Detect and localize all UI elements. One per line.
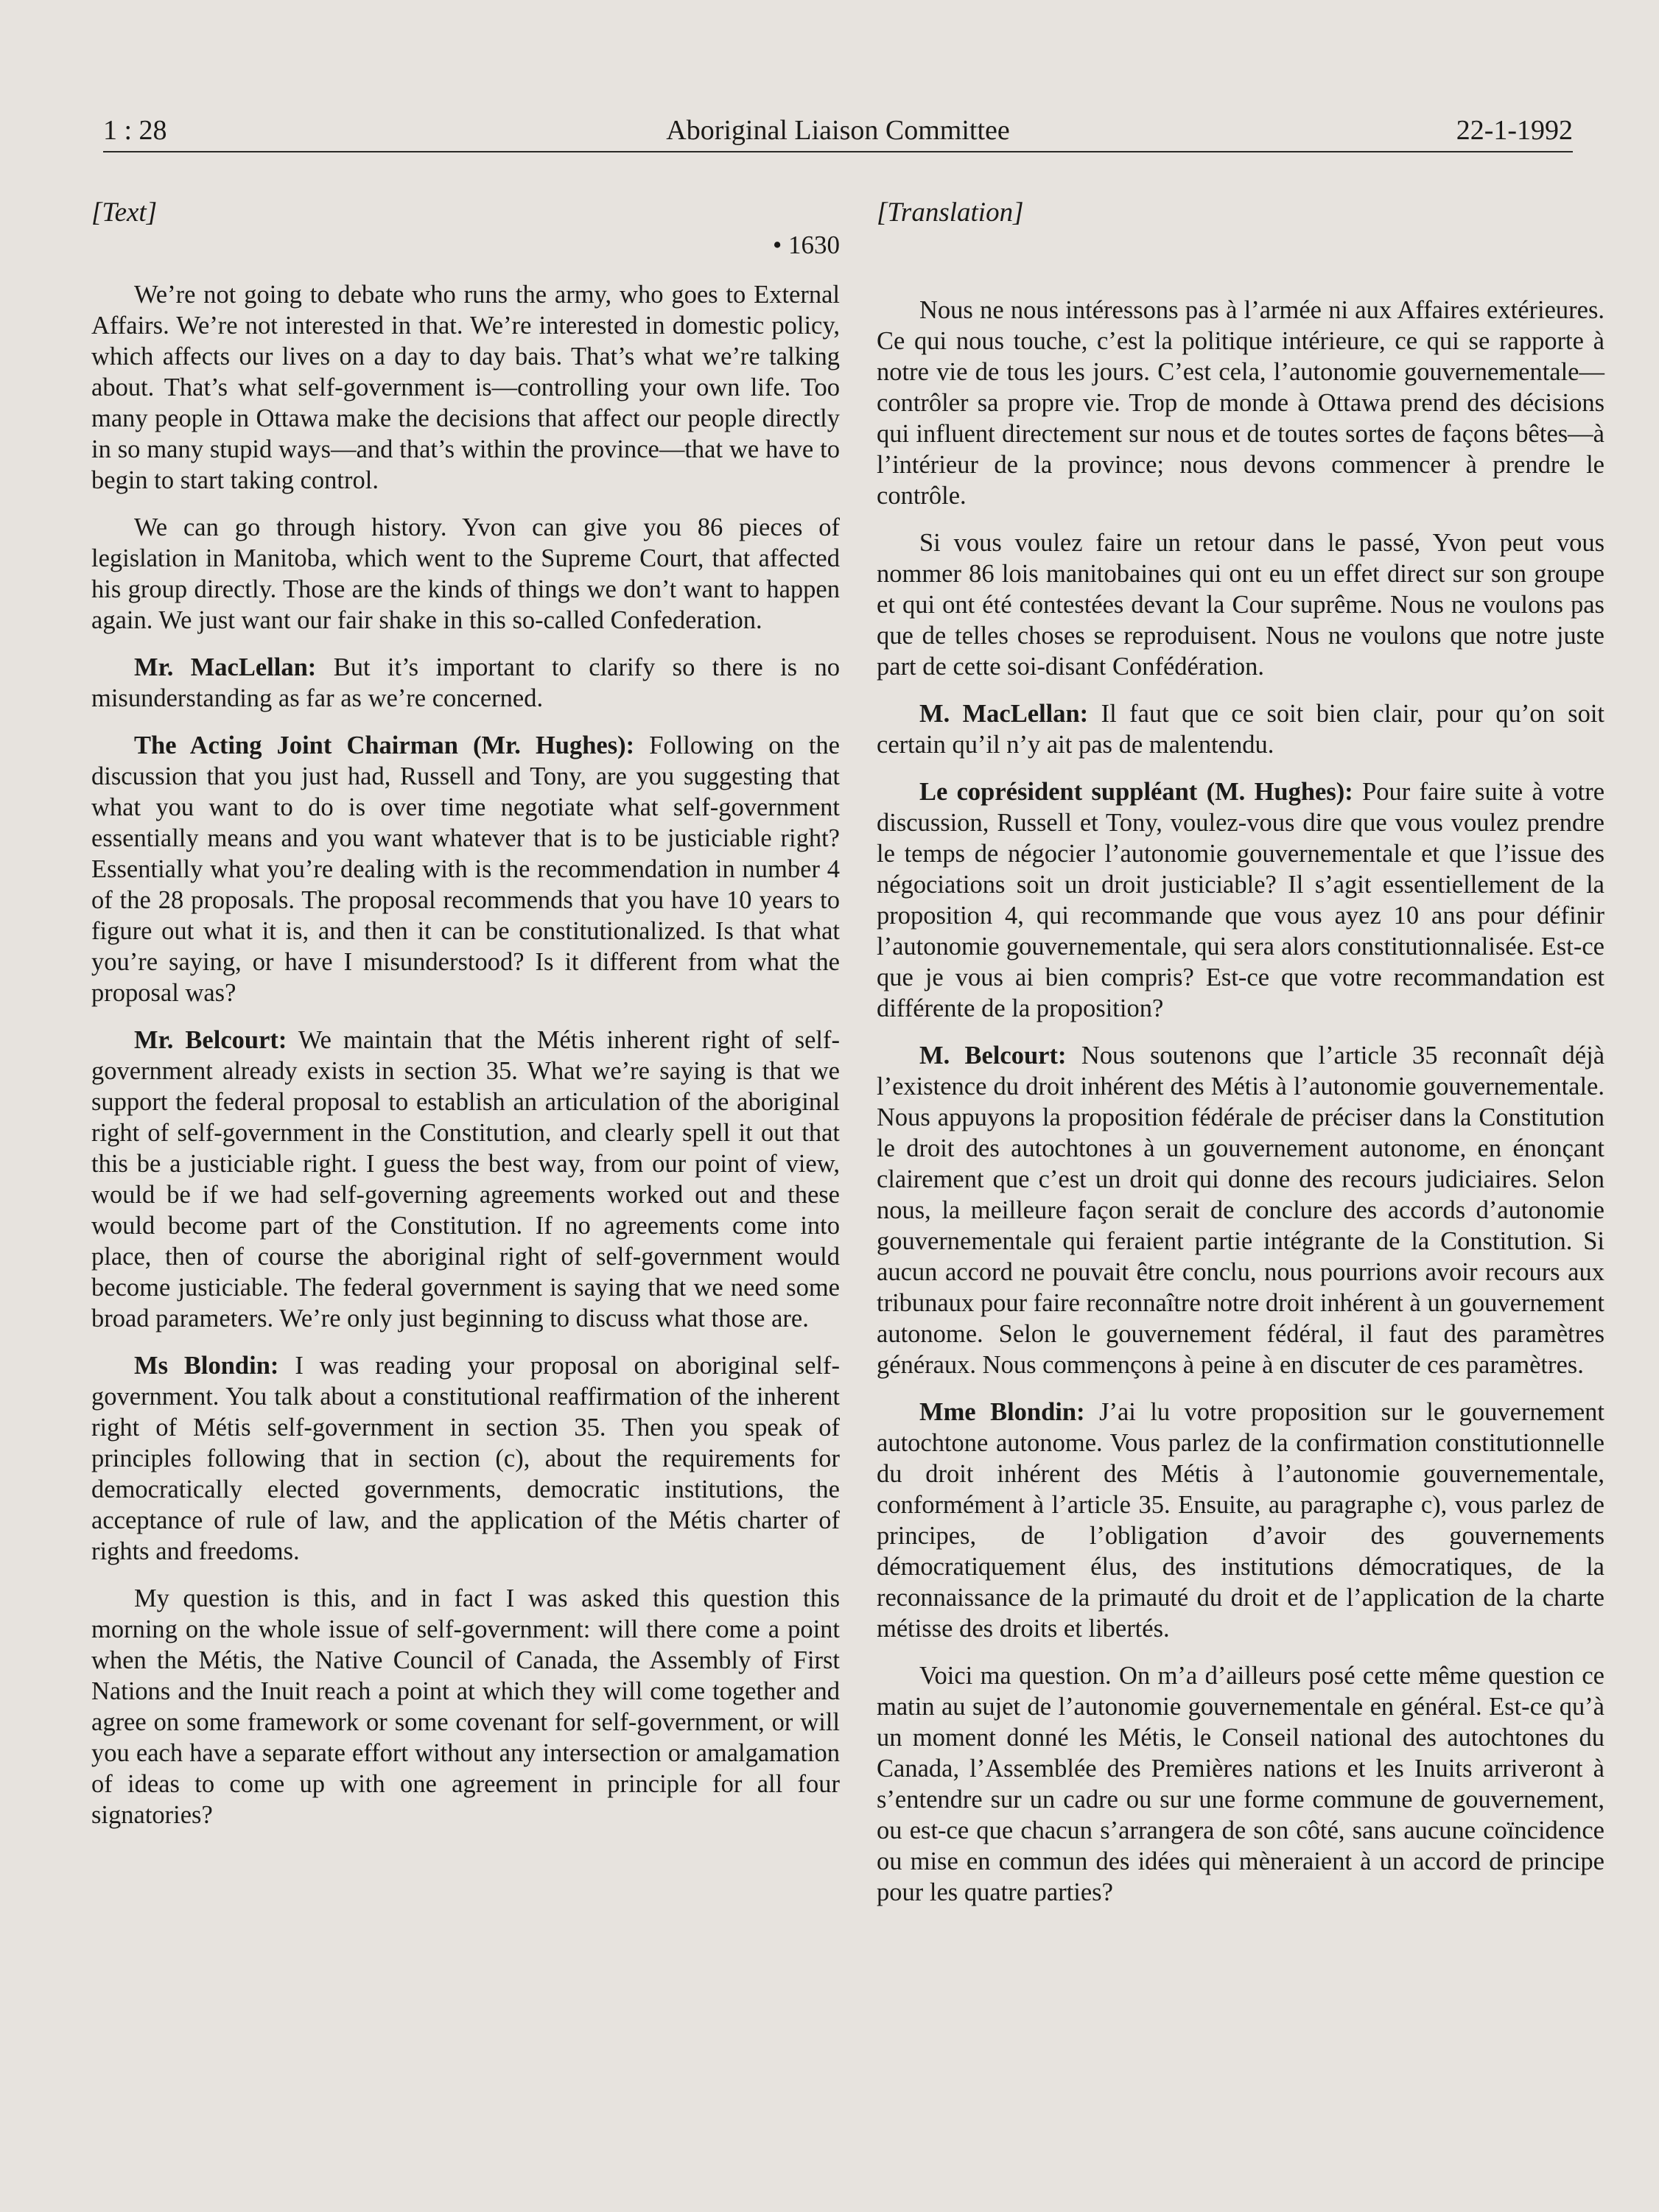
paragraph <box>91 1025 840 1334</box>
paragraph <box>91 1350 840 1567</box>
paragraph-text: We’re not going to debate who runs the army, who goes to External Affairs. We’re not interested in that. We’re interested in domestic policy, which affects our lives on a day to day bais. That’s what we’re talking about. That’s what self-government is—controlling your own life. Too many people in Ottawa make the decisions that affect our people directly in so many stupid ways—and that’s within the province—that we have to begin to start taking control. <box>91 281 840 494</box>
french-column <box>877 197 1604 1924</box>
paragraph <box>877 698 1604 760</box>
paragraph-text: Il faut que ce soit bien clair, pour qu’on soit certain qu’il n’y ait pas de malentendu. <box>877 700 1605 759</box>
paragraph <box>91 1583 840 1830</box>
meeting-date: 22-1-1992 <box>1456 115 1573 146</box>
paragraph-text: Pour faire suite à votre discussion, Russell et Tony, voulez-vous dire que vous voulez prendre le temps de négocier l’autonomie gouvernementale et que l’issue des négociations soit un droit justiciable? Il s’agit essentiellement de la proposition 4, qui recommande que vous ayez 10 ans pour définir l’autonomie gouvernementale, qui sera alors constitutionnalisée. Est-ce que je vous ai bien compris? Est-ce que votre recommandation est différente de la proposition? <box>877 778 1605 1022</box>
paragraph <box>877 295 1604 511</box>
paragraph-text: J’ai lu votre proposition sur le gouvernement autochtone autonome. Vous parlez de la confirmation constitutionnelle du droit inhérent des Métis à l’autonomie gouvernementale, conformément à l’article 35. Ensuite, au paragraphe c), vous parlez de principes, de l’obligation d’avoir des gouvernements démocratiquement élus, des institutions démocratiques, de la reconnaissance de la primauté du droit et de l’application de la charte métisse des droits et libertés. <box>877 1398 1605 1643</box>
paragraph <box>91 652 840 714</box>
time-marker: • 1630 <box>772 231 840 259</box>
paragraph-text: Following on the discussion that you just had, Russell and Tony, are you suggesting that what you want to do is over time negotiate what self-government essentially means and you want whatever that is to be justiciable right? Essentially what you’re dealing with is the recommendation in number 4 of the 28 proposals. The proposal recommends that you have 10 years to figure out what it is, and then it can be constitutionalized. Is that what you’re saying, or have I misunderstood? Is it different from what the proposal was? <box>91 731 840 1007</box>
speaker-name: M. MacLellan: <box>919 700 1089 728</box>
speaker-name: M. Belcourt: <box>919 1042 1067 1070</box>
speaker-name: Ms Blondin: <box>134 1352 279 1380</box>
speaker-name: Mr. MacLellan: <box>134 653 317 681</box>
paragraph <box>91 279 840 496</box>
paragraph-text: Voici ma question. On m’a d’ailleurs posé cette même question ce matin au sujet de l’autonomie gouvernementale en général. Est-ce qu’à un moment donné les Métis, le Conseil national des autochtones du Canada, l’Assemblée des Premières nations et les Inuits arriveront à s’entendre sur un cadre ou sur une forme commune de gouvernement, ou est-ce que chacun s’arrangera de son côté, sans aucune coïncidence ou mise en commun des idées qui mèneraient à un accord de principe pour les quatre parties? <box>877 1662 1604 1906</box>
translation-tag: [Translation] <box>877 197 1024 228</box>
page-header <box>103 114 1573 152</box>
paragraph <box>877 1397 1604 1644</box>
paragraph <box>91 512 840 636</box>
french-paragraphs <box>877 295 1604 1908</box>
paragraph <box>877 527 1604 682</box>
paragraph-text: Si vous voulez faire un retour dans le passé, Yvon peut vous nommer 86 lois manitobaines qui ont eu un effet direct sur son groupe et qui ont été contestées devant la Cour suprême. Nous ne voulons pas que de telles choses se reproduisent. Nous ne voulons que notre juste part de cette soi-disant Confédération. <box>877 529 1604 681</box>
paragraph-text: But it’s important to clarify so there is no misunderstanding as far as we’re concerned. <box>91 653 841 712</box>
speaker-name: Le coprésident suppléant (M. Hughes): <box>919 778 1353 806</box>
paragraph-text: We can go through history. Yvon can give you 86 pieces of legislation in Manitoba, which went to the Supreme Court, that affected his group directly. Those are the kinds of things we don’t want to happen again. We just want our fair shake in this so-called Confederation. <box>91 513 840 634</box>
column-spacer <box>877 245 1604 295</box>
speaker-name: Mr. Belcourt: <box>134 1026 287 1054</box>
paragraph-text: I was reading your proposal on aboriginal self-government. You talk about a constitutional reaffirmation of the inherent right of Métis self-government in section 35. Then you speak of principles following that in section (c), about the requirements for democratically elected governments, democratic institutions, the acceptance of rule of law, and the application of the Métis charter of rights and freedoms. <box>91 1352 840 1565</box>
speaker-name: Mme Blondin: <box>919 1398 1085 1426</box>
paragraph-text: Nous soutenons que l’article 35 reconnaît déjà l’existence du droit inhérent des Métis à l’autonomie gouvernementale. Nous appuyons la proposition fédérale de préciser dans la Constitution le droit des autochtones à un gouvernement autonome, en énonçant clairement que c’est un droit qui donne des recours judiciaires. Selon nous, la meilleure façon serait de conclure des accords d’autonomie gouvernementale qui feraient partie intégrante de la Constitution. Si aucun accord ne pouvait être conclu, nous pourrions avoir recours aux tribunaux pour faire reconnaître notre droit inhérent à un gouvernement autonome. Selon le gouvernement fédéral, il faut des paramètres généraux. Nous commençons à peine à en discuter de ces paramètres. <box>877 1042 1605 1379</box>
paragraph <box>877 1040 1604 1380</box>
page-number: 1 : 28 <box>103 115 167 146</box>
paragraph-text: My question is this, and in fact I was asked this question this morning on the whole issue of self-government: will there come a point when the Métis, the Native Council of Canada, the Assembly of First Nations and the Inuit reach a point at which they will come together and agree on some framework or some covenant for self-government, or will you each have a separate effort without any intersection or amalgamation of ideas to come up with one agreement in principle for all four signatories? <box>91 1584 840 1829</box>
text-tag: [Text] <box>91 197 158 228</box>
speaker-name: The Acting Joint Chairman (Mr. Hughes): <box>134 731 635 759</box>
paragraph <box>877 776 1604 1024</box>
english-paragraphs <box>91 279 840 1830</box>
paragraph-text: Nous ne nous intéressons pas à l’armée ni aux Affaires extérieures. Ce qui nous touche, c’est la politique intérieure, ce qui se rapporte à notre vie de tous les jours. C’est cela, l’autonomie gouvernementale—contrôler sa propre vie. Trop de monde à Ottawa prend des décisions qui influent directement sur nous et de toutes sortes de façons bêtes—à l’intérieur de la province; nous devons commencer à prendre le contrôle. <box>877 296 1604 510</box>
english-column <box>91 197 840 1847</box>
paragraph-text: We maintain that the Métis inherent right of self-government already exists in section 35. What we’re saying is that we support the federal proposal to establish an articulation of the aboriginal right of self-government in the Constitution, and clearly spell it out that this be a justiciable right. I guess the best way, from our point of view, would be if we had self-governing agreements worked out and these would become part of the Constitution. If no agreements come into place, then of course the aboriginal right of self-government would become justiciable. The federal government is saying that we need some broad parameters. We’re only just beginning to discuss what those are. <box>91 1026 840 1333</box>
paragraph <box>91 730 840 1008</box>
paragraph <box>877 1660 1604 1908</box>
committee-title: Aboriginal Liaison Committee <box>666 115 1010 146</box>
